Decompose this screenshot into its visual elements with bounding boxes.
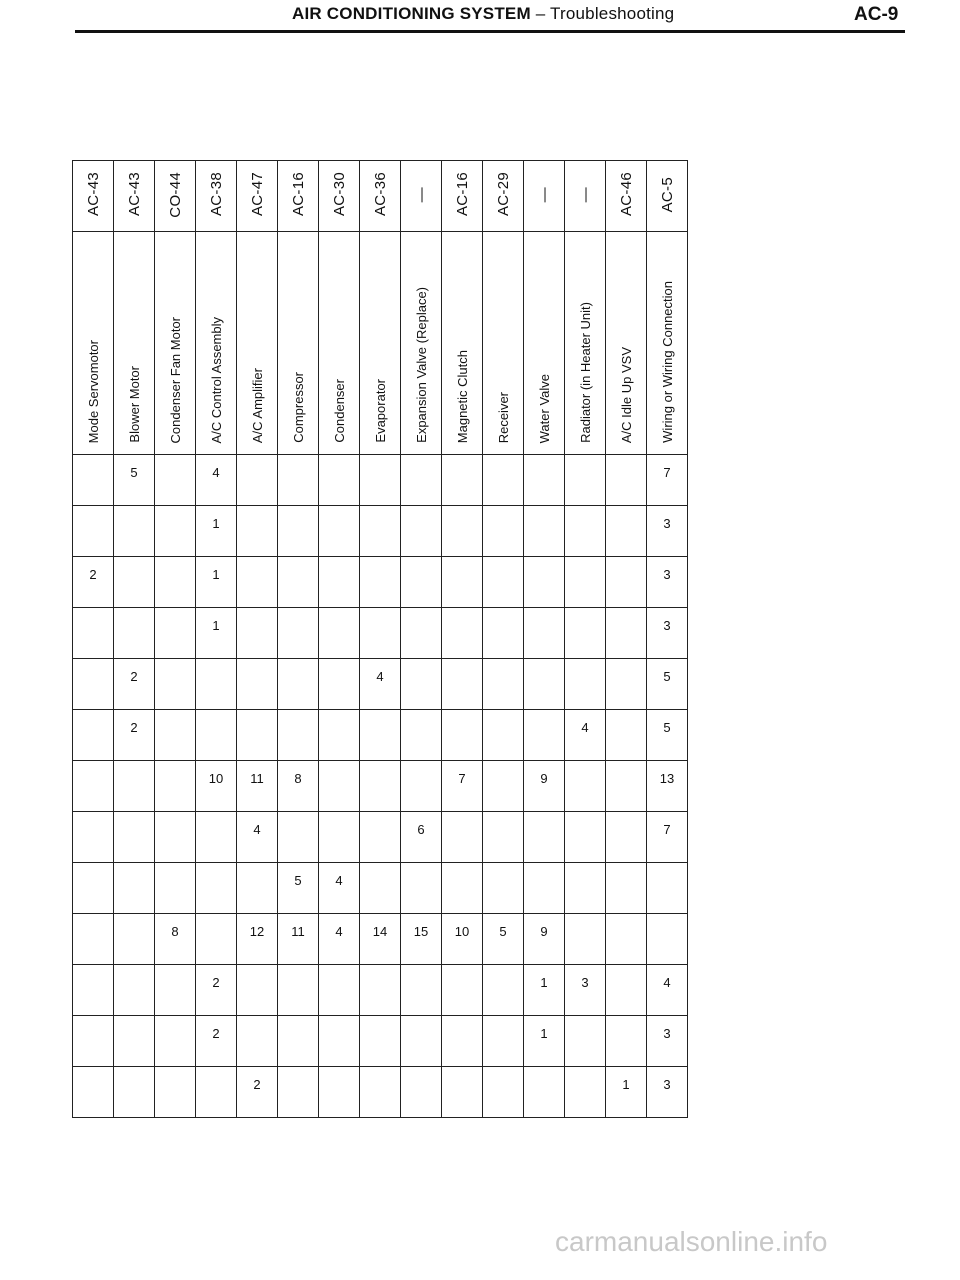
priority-cell [565, 863, 606, 914]
priority-cell: 2 [114, 710, 155, 761]
part-name-cell [565, 232, 606, 455]
watermark: carmanualsonline.info [555, 1226, 828, 1257]
priority-cell: 4 [319, 863, 360, 914]
priority-cell [155, 761, 196, 812]
priority-cell [483, 1067, 524, 1118]
priority-cell [606, 455, 647, 506]
priority-cell: 11 [237, 761, 278, 812]
troubleshooting-table [72, 160, 688, 1118]
priority-cell [73, 1016, 114, 1067]
priority-cell [73, 761, 114, 812]
priority-cell: 5 [114, 455, 155, 506]
priority-cell [524, 506, 565, 557]
priority-cell [401, 455, 442, 506]
priority-cell: 7 [647, 812, 688, 863]
priority-cell: 13 [647, 761, 688, 812]
priority-cell [483, 761, 524, 812]
part-name-label: Receiver [495, 391, 511, 443]
priority-cell [606, 659, 647, 710]
reference-cell [73, 161, 114, 232]
reference-cell [114, 161, 155, 232]
priority-cell [565, 1016, 606, 1067]
priority-cell [155, 557, 196, 608]
priority-cell: 8 [278, 761, 319, 812]
priority-cell: 7 [647, 455, 688, 506]
priority-cell [73, 710, 114, 761]
priority-cell [483, 812, 524, 863]
part-name-cell [360, 232, 401, 455]
part-name-cell [196, 232, 237, 455]
priority-cell [360, 965, 401, 1016]
reference-cell [524, 161, 565, 232]
priority-cell [360, 863, 401, 914]
table-row [73, 812, 688, 863]
table-row [73, 608, 688, 659]
priority-cell [319, 608, 360, 659]
priority-cell [155, 710, 196, 761]
priority-cell: 2 [237, 1067, 278, 1118]
priority-cell: 4 [360, 659, 401, 710]
priority-cell: 3 [565, 965, 606, 1016]
priority-cell [155, 863, 196, 914]
priority-cell: 5 [483, 914, 524, 965]
reference-page-label: AC-29 [494, 172, 512, 217]
part-name-cell [606, 232, 647, 455]
priority-cell [360, 506, 401, 557]
priority-cell: 10 [442, 914, 483, 965]
priority-cell [524, 812, 565, 863]
priority-cell [319, 812, 360, 863]
priority-cell: 1 [606, 1067, 647, 1118]
priority-cell [442, 965, 483, 1016]
priority-cell [565, 608, 606, 659]
priority-cell: 5 [647, 659, 688, 710]
priority-cell: 1 [196, 506, 237, 557]
priority-cell [319, 506, 360, 557]
reference-cell [237, 161, 278, 232]
header-title-bold: AIR CONDITIONING SYSTEM [292, 4, 531, 23]
header-rule [75, 30, 905, 33]
reference-page-label: AC-16 [289, 172, 307, 217]
priority-cell [278, 965, 319, 1016]
priority-cell [442, 1067, 483, 1118]
priority-cell [114, 557, 155, 608]
part-name-label: Wiring or Wiring Connection [659, 281, 675, 443]
priority-cell [237, 1016, 278, 1067]
priority-cell [565, 506, 606, 557]
reference-page-label: AC-47 [248, 172, 266, 217]
priority-cell [278, 506, 319, 557]
priority-cell [401, 965, 442, 1016]
priority-cell [278, 1016, 319, 1067]
priority-cell [360, 1016, 401, 1067]
priority-cell [278, 812, 319, 863]
priority-cell [278, 608, 319, 659]
priority-cell [442, 710, 483, 761]
priority-cell [606, 812, 647, 863]
priority-cell [401, 557, 442, 608]
priority-cell [319, 659, 360, 710]
table-row [73, 455, 688, 506]
part-name-cell [319, 232, 360, 455]
table-row [73, 710, 688, 761]
priority-cell [606, 608, 647, 659]
part-name-cell [278, 232, 319, 455]
priority-cell [196, 863, 237, 914]
table-row [73, 659, 688, 710]
priority-cell [401, 608, 442, 659]
reference-cell [565, 161, 606, 232]
reference-cell [442, 161, 483, 232]
priority-cell [155, 965, 196, 1016]
priority-cell [73, 914, 114, 965]
priority-cell [524, 863, 565, 914]
priority-cell: 2 [196, 1016, 237, 1067]
part-name-row [73, 232, 688, 455]
page-number: AC-9 [854, 4, 899, 25]
priority-cell [114, 761, 155, 812]
priority-cell [155, 812, 196, 863]
priority-cell [155, 506, 196, 557]
priority-cell [73, 608, 114, 659]
priority-cell [524, 1067, 565, 1118]
reference-page-label: — [412, 186, 430, 203]
reference-page-label: — [535, 186, 553, 203]
reference-page-label: AC-38 [207, 172, 225, 217]
part-name-cell [237, 232, 278, 455]
part-name-label: Magnetic Clutch [454, 349, 470, 443]
priority-cell [401, 506, 442, 557]
priority-cell [73, 506, 114, 557]
priority-cell: 4 [647, 965, 688, 1016]
priority-cell [483, 557, 524, 608]
priority-cell [237, 557, 278, 608]
priority-cell [196, 710, 237, 761]
priority-cell [524, 608, 565, 659]
priority-cell [73, 863, 114, 914]
part-name-label: Expansion Valve (Replace) [413, 287, 429, 443]
priority-cell: 2 [196, 965, 237, 1016]
priority-cell [483, 1016, 524, 1067]
part-name-label: Condenser Fan Motor [167, 316, 183, 443]
priority-cell [606, 1016, 647, 1067]
part-name-label: A/C Amplifier [249, 367, 265, 443]
reference-cell [278, 161, 319, 232]
priority-cell [442, 506, 483, 557]
priority-cell [606, 506, 647, 557]
header-title-rest: – Troubleshooting [530, 4, 675, 23]
priority-cell: 4 [565, 710, 606, 761]
reference-cell [606, 161, 647, 232]
priority-cell: 9 [524, 761, 565, 812]
troubleshooting-table-body [73, 161, 688, 1118]
reference-page-label: AC-30 [330, 172, 348, 217]
priority-cell [237, 863, 278, 914]
reference-cell [319, 161, 360, 232]
part-name-label: Mode Servomotor [85, 339, 101, 443]
reference-cell [647, 161, 688, 232]
reference-page-label: AC-5 [658, 176, 676, 213]
priority-cell [606, 914, 647, 965]
priority-cell [401, 863, 442, 914]
priority-cell [442, 557, 483, 608]
priority-cell: 1 [196, 608, 237, 659]
priority-cell [524, 557, 565, 608]
priority-cell [196, 914, 237, 965]
priority-cell: 14 [360, 914, 401, 965]
priority-cell [360, 812, 401, 863]
part-name-label: Water Valve [536, 373, 552, 443]
priority-cell [360, 608, 401, 659]
priority-cell [237, 608, 278, 659]
priority-cell [524, 455, 565, 506]
priority-cell [114, 608, 155, 659]
priority-cell [278, 710, 319, 761]
priority-cell [483, 863, 524, 914]
table-row [73, 557, 688, 608]
priority-cell [278, 557, 319, 608]
priority-cell [155, 1016, 196, 1067]
priority-cell [155, 608, 196, 659]
priority-cell: 4 [319, 914, 360, 965]
reference-page-label: CO-44 [166, 171, 184, 218]
priority-cell [401, 1067, 442, 1118]
table-row [73, 1067, 688, 1118]
reference-cell [401, 161, 442, 232]
priority-cell [565, 659, 606, 710]
priority-cell [606, 710, 647, 761]
priority-cell [524, 710, 565, 761]
priority-cell [483, 965, 524, 1016]
priority-cell [319, 557, 360, 608]
priority-cell [565, 557, 606, 608]
priority-cell: 11 [278, 914, 319, 965]
part-name-cell [155, 232, 196, 455]
priority-cell: 3 [647, 608, 688, 659]
priority-cell [442, 812, 483, 863]
priority-cell [483, 659, 524, 710]
reference-page-label: — [576, 186, 594, 203]
priority-cell [114, 965, 155, 1016]
priority-cell [483, 608, 524, 659]
priority-cell [319, 965, 360, 1016]
priority-cell: 1 [524, 965, 565, 1016]
part-name-cell [442, 232, 483, 455]
priority-cell [565, 1067, 606, 1118]
priority-cell [401, 1016, 442, 1067]
priority-cell [237, 659, 278, 710]
table-row [73, 863, 688, 914]
priority-cell [360, 557, 401, 608]
priority-cell: 10 [196, 761, 237, 812]
priority-cell [319, 1067, 360, 1118]
part-name-label: Radiator (in Heater Unit) [577, 302, 593, 443]
priority-cell [442, 863, 483, 914]
priority-cell [319, 1016, 360, 1067]
part-name-label: Blower Motor [126, 366, 142, 443]
priority-cell: 3 [647, 1016, 688, 1067]
priority-cell [114, 506, 155, 557]
part-name-label: Condenser [331, 379, 347, 443]
priority-cell [237, 965, 278, 1016]
priority-cell: 4 [237, 812, 278, 863]
table-row [73, 1016, 688, 1067]
priority-cell [73, 455, 114, 506]
priority-cell [442, 455, 483, 506]
part-name-label: A/C Control Assembly [208, 316, 224, 443]
priority-cell [360, 761, 401, 812]
priority-cell: 8 [155, 914, 196, 965]
priority-cell [155, 659, 196, 710]
priority-cell [73, 1067, 114, 1118]
page-header-title [292, 4, 674, 24]
priority-cell [483, 506, 524, 557]
priority-cell [606, 965, 647, 1016]
reference-page-label: AC-36 [371, 172, 389, 217]
priority-cell [196, 659, 237, 710]
priority-cell [360, 455, 401, 506]
priority-cell [360, 710, 401, 761]
part-name-cell [647, 232, 688, 455]
priority-cell [360, 1067, 401, 1118]
priority-cell [401, 659, 442, 710]
priority-cell: 15 [401, 914, 442, 965]
priority-cell [114, 1016, 155, 1067]
part-name-cell [73, 232, 114, 455]
priority-cell [114, 914, 155, 965]
priority-cell [73, 965, 114, 1016]
priority-cell [278, 1067, 319, 1118]
part-name-label: Evaporator [372, 379, 388, 443]
priority-cell [114, 812, 155, 863]
priority-cell [237, 710, 278, 761]
priority-cell [319, 455, 360, 506]
priority-cell [565, 761, 606, 812]
priority-cell [401, 761, 442, 812]
priority-cell [442, 659, 483, 710]
priority-cell [442, 608, 483, 659]
priority-cell [401, 710, 442, 761]
priority-cell: 6 [401, 812, 442, 863]
priority-cell [114, 863, 155, 914]
priority-cell: 5 [278, 863, 319, 914]
priority-cell [606, 761, 647, 812]
priority-cell [442, 1016, 483, 1067]
priority-cell: 3 [647, 506, 688, 557]
priority-cell [73, 812, 114, 863]
priority-cell [114, 1067, 155, 1118]
priority-cell [565, 455, 606, 506]
priority-cell [647, 914, 688, 965]
priority-cell [483, 710, 524, 761]
priority-cell: 2 [114, 659, 155, 710]
part-name-cell [483, 232, 524, 455]
priority-cell: 12 [237, 914, 278, 965]
part-name-cell [401, 232, 442, 455]
reference-cell [360, 161, 401, 232]
priority-cell [196, 1067, 237, 1118]
reference-page-label: AC-43 [84, 172, 102, 217]
reference-row [73, 161, 688, 232]
priority-cell [196, 812, 237, 863]
priority-cell: 3 [647, 1067, 688, 1118]
part-name-cell [524, 232, 565, 455]
priority-cell [319, 761, 360, 812]
priority-cell [237, 455, 278, 506]
priority-cell: 9 [524, 914, 565, 965]
priority-cell: 5 [647, 710, 688, 761]
priority-cell [647, 863, 688, 914]
reference-cell [155, 161, 196, 232]
priority-cell [319, 710, 360, 761]
priority-cell: 3 [647, 557, 688, 608]
priority-cell [606, 863, 647, 914]
part-name-cell [114, 232, 155, 455]
table-row [73, 761, 688, 812]
priority-cell [524, 659, 565, 710]
priority-cell [606, 557, 647, 608]
part-name-label: Compressor [290, 372, 306, 443]
priority-cell: 1 [524, 1016, 565, 1067]
table-row [73, 965, 688, 1016]
priority-cell [565, 914, 606, 965]
priority-cell: 2 [73, 557, 114, 608]
reference-cell [196, 161, 237, 232]
priority-cell: 7 [442, 761, 483, 812]
priority-cell [278, 455, 319, 506]
priority-cell [237, 506, 278, 557]
priority-cell: 1 [196, 557, 237, 608]
reference-page-label: AC-46 [617, 172, 635, 217]
priority-cell [73, 659, 114, 710]
table-row [73, 914, 688, 965]
table-row [73, 506, 688, 557]
part-name-label: A/C Idle Up VSV [618, 346, 634, 443]
reference-cell [483, 161, 524, 232]
priority-cell [278, 659, 319, 710]
reference-page-label: AC-43 [125, 172, 143, 217]
reference-page-label: AC-16 [453, 172, 471, 217]
priority-cell [155, 1067, 196, 1118]
priority-cell [483, 455, 524, 506]
priority-cell [565, 812, 606, 863]
priority-cell [155, 455, 196, 506]
priority-cell: 4 [196, 455, 237, 506]
